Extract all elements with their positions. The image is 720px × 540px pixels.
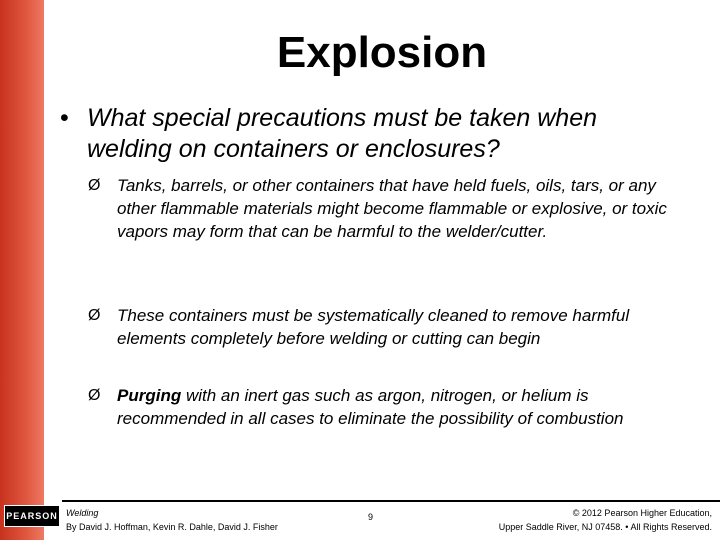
sub-bullet: [88, 304, 698, 350]
arrow-bullet-icon: Ø: [88, 177, 101, 194]
sub-bullet-text: These containers must be systematically cleaned to remove harmful elements completely before welding or cutting can begin: [117, 306, 630, 348]
emphasis-term: Purging: [117, 386, 182, 405]
arrow-bullet-icon: Ø: [88, 387, 101, 404]
sub-bullet-text: Tanks, barrels, or other containers that have held fuels, oils, tars, or any other flammable materials might become flammable or explosive, or toxic vapors may form that can be harmful to the welder/cutter.: [117, 176, 667, 241]
book-authors: By David J. Hoffman, Kevin R. Dahle, David J. Fisher: [66, 522, 278, 532]
footer-divider: [62, 500, 720, 502]
copyright-line: Upper Saddle River, NJ 07458. • All Rights Reserved.: [498, 522, 712, 532]
slide-title: Explosion: [276, 28, 488, 77]
main-bullet-text: What special precautions must be taken when welding on containers or enclosures?: [87, 104, 597, 163]
sub-bullet-text: Purging with an inert gas such as argon, nitrogen, or helium is recommended in all cases to eliminate the possibility of combustion: [117, 386, 624, 428]
copyright-line: © 2012 Pearson Higher Education,: [572, 508, 712, 518]
main-bullet: [60, 103, 680, 165]
arrow-bullet-icon: Ø: [88, 307, 101, 324]
bullet-dot-icon: •: [60, 104, 69, 132]
sub-bullet: [88, 384, 698, 430]
sub-bullet: [88, 174, 698, 243]
page-number: 9: [368, 512, 374, 522]
pearson-logo: PEARSON: [4, 505, 60, 527]
footer-copyright: [499, 506, 712, 534]
accent-side-bar: [0, 0, 44, 540]
book-title: Welding: [66, 508, 99, 518]
footer-book-info: [66, 506, 278, 534]
